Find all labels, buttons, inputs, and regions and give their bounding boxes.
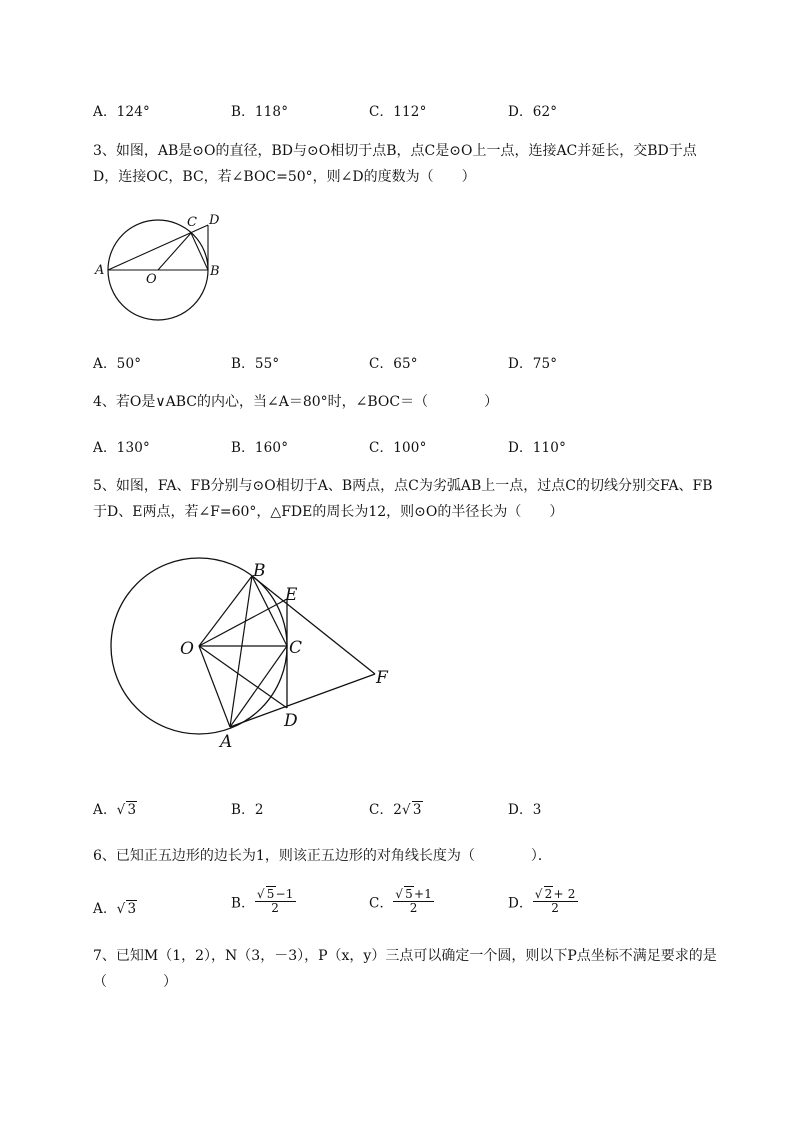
q7-stem-line2: （ ） [93, 974, 177, 990]
q5-label-B: B [253, 561, 266, 581]
q6-option-a-prefix: A． [93, 901, 117, 917]
q6-option-b-den: 2 [271, 901, 280, 915]
q5-line-AB [230, 576, 252, 727]
q2-option-c: C．112° [369, 104, 427, 120]
q3-option-b: B．55° [231, 356, 280, 372]
q5-option-c: C．2√ 3 [369, 802, 422, 818]
q6-option-c-prefix: C． [369, 895, 394, 912]
q4-option-b: B．160° [231, 440, 289, 456]
q2-option-d: D．62° [508, 104, 558, 120]
q6-option-d-num-tail: + 2 [553, 887, 576, 901]
q3-option-a: A．50° [93, 356, 142, 372]
q3-stem-line2: D，连接OC，BC，若∠BOC=50°，则∠D的度数为（ ） [93, 169, 476, 185]
q5-option-a-radicand: 3 [127, 802, 137, 818]
q6-option-a: A．√ 3 [93, 901, 137, 917]
q6-option-b-fraction: $\frac{√ 5-1}{2}$ [256, 887, 294, 915]
q5-option-a: A．√ 3 [93, 802, 137, 818]
q6-option-b-prefix: B． [231, 895, 255, 912]
q6-option-b [231, 888, 296, 915]
q6-option-c-den: 2 [409, 901, 418, 915]
q3-label-A: A [95, 263, 105, 278]
q6-option-d-num-radicand: 2 [544, 887, 553, 901]
q3-stem-line1: 3、如图，AB是⊙O的直径，BD与⊙O相切于点B，点C是⊙O上一点，连接AC并延长，交BD于点 [93, 143, 697, 159]
q4-option-a: A．130° [93, 440, 150, 456]
q4-option-d: D．110° [508, 440, 567, 456]
q5-label-A: A [220, 732, 233, 752]
q5-option-c-radicand: 3 [412, 802, 422, 818]
q5-stem-line2: 于D、E两点，若∠F=60°，△FDE的周长为12，则⊙O的半径长为（ ） [93, 504, 564, 520]
q5-stem-line1: 5、如图，FA、FB分别与⊙O相切于A、B两点，点C为劣弧AB上一点，过点C的切线分别交FA、FB [93, 478, 713, 494]
q4-option-c: C．100° [369, 440, 427, 456]
q5-tangent-FA [230, 674, 375, 727]
q6-option-d [508, 888, 578, 915]
q5-figure [100, 555, 410, 755]
q6-option-c [369, 888, 434, 915]
q6-stem: 6、已知正五边形的边长为1，则该正五边形的对角线长度为（ ）． [93, 848, 552, 864]
q3-figure [90, 205, 230, 330]
q6-option-d-prefix: D． [508, 895, 533, 912]
q3-line-AD [108, 225, 208, 270]
q5-tangent-FB [252, 576, 375, 674]
q6-option-c-num-tail: +1 [413, 887, 433, 901]
q5-option-d: D．3 [508, 802, 542, 818]
q3-label-D: D [209, 213, 220, 228]
q3-option-d: D．75° [508, 356, 558, 372]
q5-option-a-prefix: A． [93, 802, 117, 818]
q6-option-a-radicand: 3 [127, 901, 137, 917]
q5-label-O: O [180, 639, 194, 659]
q5-label-F: F [376, 668, 388, 688]
q5-line-OB [199, 576, 252, 646]
q6-option-d-den: 2 [551, 901, 560, 915]
q5-label-E: E [285, 585, 298, 605]
q5-line-OD [199, 646, 287, 708]
q3-line-BC [191, 233, 208, 270]
q3-label-B: B [210, 264, 220, 279]
q6-option-b-num-tail: −1 [275, 887, 294, 901]
q2-option-a: A．124° [93, 104, 150, 120]
q4-stem: 4、若O是∨ABC的内心，当∠A＝80°时，∠BOC＝（ ） [93, 394, 499, 410]
q6-option-c-num-radicand: 5 [405, 887, 413, 901]
q7-stem-line1: 7、已知M（1，2），N（3，－3），P（x，y）三点可以确定一个圆，则以下P点坐标不满足要求的是 [93, 948, 717, 964]
q5-label-D: D [284, 711, 298, 731]
q3-line-OC [158, 233, 191, 270]
q5-label-C: C [289, 638, 303, 658]
q5-line-AC [230, 646, 287, 727]
q5-line-OA [199, 646, 230, 727]
q3-label-C: C [187, 215, 197, 230]
q3-option-c: C．65° [369, 356, 418, 372]
q6-option-b-num-radicand: 5 [266, 887, 275, 901]
q6-option-c-fraction: $\frac{√ 5+1}{2}$ [395, 887, 433, 915]
q5-option-b: B．2 [231, 802, 264, 818]
q2-option-b: B．118° [231, 104, 289, 120]
q3-label-O: O [146, 272, 157, 287]
q6-option-d-fraction: $\frac{√ 2+ 2}{2}$ [534, 887, 576, 915]
q5-option-c-prefix: C．2 [369, 802, 403, 818]
q5-line-BC [252, 576, 287, 646]
